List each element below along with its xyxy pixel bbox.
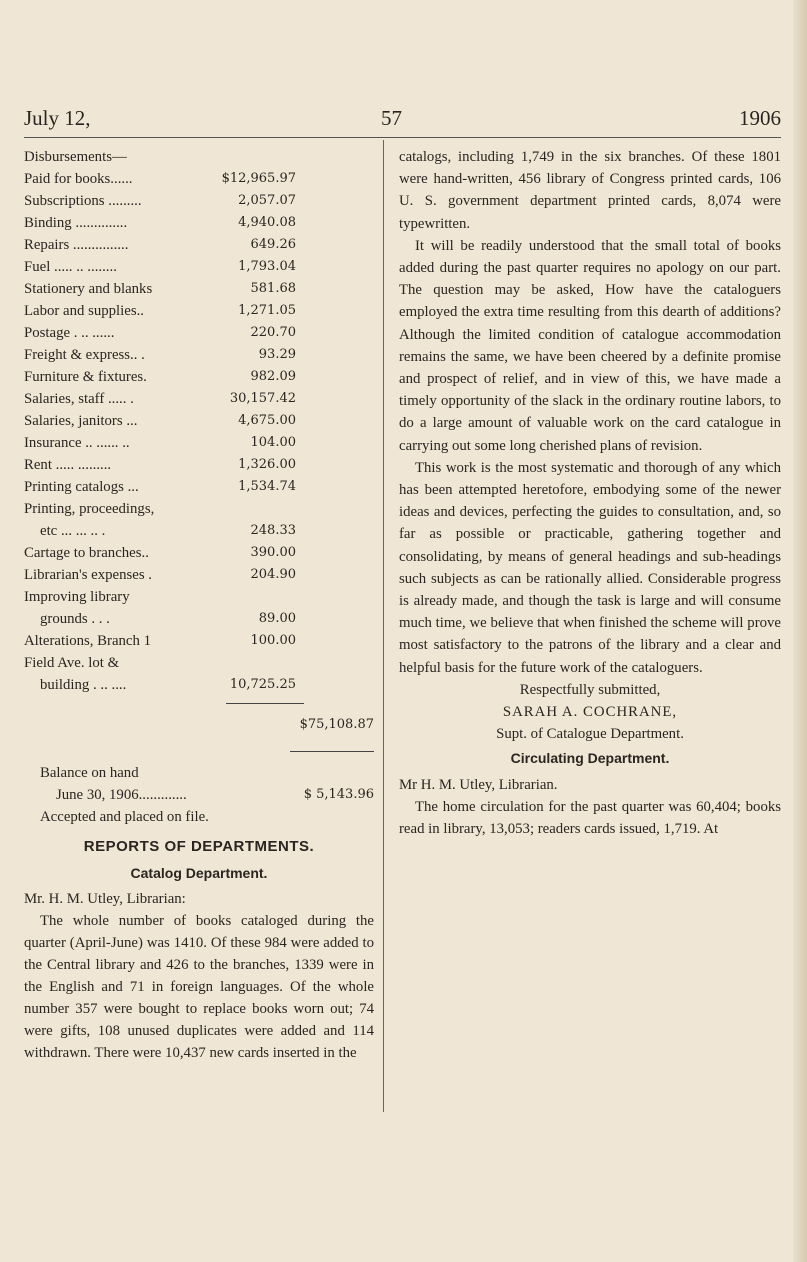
disbursement-label: Stationery and blanks <box>24 281 153 297</box>
disbursement-row <box>24 344 374 366</box>
disbursement-label: Freight & express.. . <box>24 347 145 363</box>
disbursement-amount: 204.90 <box>250 567 296 582</box>
disbursement-amount: 2,057.07 <box>238 193 296 208</box>
column-divider <box>383 140 384 1112</box>
header-rule <box>24 137 781 138</box>
disbursement-label: Labor and supplies.. <box>24 303 144 319</box>
disbursement-row <box>24 586 374 608</box>
disbursement-row <box>24 432 374 454</box>
circulating-salutation: Mr H. M. Utley, Librarian. <box>399 776 558 793</box>
disbursement-amount: 1,271.05 <box>238 303 296 318</box>
balance-rule <box>24 744 374 762</box>
disbursement-row <box>24 300 374 322</box>
disbursement-amount: 93.29 <box>258 347 296 362</box>
balance-line-2: June 30, 1906............. $ 5,143.96 <box>56 787 374 803</box>
circulating-paragraph: The home circulation for the past quarter was 60,404; books read in library, 13,053; readers cards issued, 1,719. At <box>399 798 781 838</box>
disbursement-row <box>24 454 374 476</box>
disbursement-row <box>24 212 374 234</box>
disbursement-amount: 10,725.25 <box>229 677 296 692</box>
disbursement-label: Furniture & fixtures. <box>24 369 147 385</box>
disbursement-amount: 982.09 <box>250 369 296 384</box>
header-year: 1906 <box>739 106 781 130</box>
disbursement-label: Alterations, Branch 1 <box>24 633 151 649</box>
disbursement-label: Improving library <box>24 589 130 605</box>
left-column <box>24 146 374 1064</box>
disbursement-row <box>24 410 374 432</box>
disbursement-amount: 89.00 <box>258 611 296 626</box>
disbursement-label: Postage . .. ...... <box>24 325 115 341</box>
closing: Respectfully submitted, <box>519 681 661 698</box>
catalog-salutation: Mr. H. M. Utley, Librarian: <box>24 891 186 907</box>
disbursement-amount: 1,793.04 <box>238 259 296 274</box>
disbursement-label: etc ... ... .. . <box>40 523 106 539</box>
disbursement-amount: 1,534.74 <box>238 479 296 494</box>
disbursement-row <box>24 652 374 674</box>
reports-heading: REPORTS OF DEPARTMENTS. <box>83 838 315 855</box>
disbursement-label: grounds . . . <box>40 611 110 627</box>
disbursement-label: Printing catalogs ... <box>24 479 139 495</box>
circulating-heading: Circulating Department. <box>510 750 670 767</box>
disbursement-amount: 104.00 <box>250 435 296 450</box>
signature-title: Supt. of Catalogue Department. <box>496 726 684 743</box>
balance-accepted: Accepted and placed on file. <box>40 809 209 825</box>
disbursement-amount: 649.26 <box>250 237 296 252</box>
disbursement-row <box>24 278 374 300</box>
total-rule <box>24 696 374 714</box>
disbursement-row <box>24 168 374 190</box>
disbursement-label: Fuel ..... .. ........ <box>24 259 117 275</box>
disbursement-row <box>24 190 374 212</box>
disbursement-label: Subscriptions ......... <box>24 193 142 209</box>
disbursements-total: $75,108.87 <box>299 717 374 732</box>
header-date: July 12, <box>24 106 91 130</box>
catalog-paragraph-3: This work is the most systematic and thorough of any which has been attempted heretofore, embodying some of the newer ideas and devices, perfecting the guides to consultation, and, so far as possible or practicable, gathering together and consolidating, by means of general headings and sub-headings such subjects as can be rationally allied. Considerable progress is already made, and though the task is large and will consume much time, we believe that when finished the scheme will prove most satisfactory to the patrons of the library and a clear and helpful basis for the future work of the cataloguers. <box>399 459 781 676</box>
disbursement-row <box>24 608 374 630</box>
header-page-number: 57 <box>381 106 402 130</box>
disbursement-label: building . .. .... <box>40 677 127 693</box>
disbursement-label: Salaries, staff ..... . <box>24 391 134 407</box>
catalog-paragraph-1: The whole number of books cataloged during the quarter (April-June) was 1410. Of these 984 were added to the Central library and 426 to the branches, 1339 were in the English and 71 in foreign languages. Of the whole number 357 were bought to replace books worn out; 74 were gifts, 108 unused duplicates were added and 114 withdrawn. There were 10,437 new cards inserted in the <box>24 913 374 1061</box>
disbursement-amount: 581.68 <box>250 281 296 296</box>
right-column <box>399 146 781 840</box>
disbursement-row <box>24 630 374 652</box>
balance-line-1: Balance on hand <box>40 765 139 781</box>
disbursements-title: Disbursements— <box>24 149 127 165</box>
disbursement-label: Librarian's expenses . <box>24 567 152 583</box>
disbursement-amount: 390.00 <box>250 545 296 560</box>
disbursement-row <box>24 366 374 388</box>
disbursement-label: Cartage to branches.. <box>24 545 149 561</box>
disbursement-row <box>24 674 374 696</box>
disbursement-row <box>24 234 374 256</box>
signature: SARAH A. COCHRANE, <box>502 704 678 721</box>
disbursement-row <box>24 322 374 344</box>
disbursement-row <box>24 520 374 542</box>
disbursement-row <box>24 388 374 410</box>
disbursement-row <box>24 542 374 564</box>
disbursement-label: Repairs ............... <box>24 237 129 253</box>
disbursement-amount: 1,326.00 <box>238 457 296 472</box>
disbursement-label: Rent ..... ......... <box>24 457 112 473</box>
disbursement-amount: 4,675.00 <box>238 413 296 428</box>
disbursement-amount: $12,965.97 <box>221 171 296 186</box>
page-header <box>24 106 781 136</box>
disbursement-label: Salaries, janitors ... <box>24 413 138 429</box>
disbursement-amount: 100.00 <box>250 633 296 648</box>
catalog-paragraph-1-cont: catalogs, including 1,749 in the six branches. Of these 1801 were hand-written, 456 library of Congress printed cards, 106 U. S. government department printed cards, 8,074 were typewritten. <box>399 149 781 232</box>
catalog-heading: Catalog Department. <box>130 865 268 881</box>
catalog-paragraph-2: It will be readily understood that the small total of books added during the past quarter requires no apology on our part. The question may be asked, How have the cataloguers employed the extra time resulting from this dearth of additions? Although the limited condition of catalogue accommodation remains the same, we have been cheered by a definite promise and prospect of relief, and in view of this, we have made a timely opportunity of the slack in the ordinary routine labors, to do a large amount of valuable work on the card catalogue in carrying out some long cherished plans of revision. <box>399 237 781 454</box>
disbursement-label: Insurance .. ...... .. <box>24 435 130 451</box>
page-edge <box>793 0 807 1262</box>
disbursement-label: Paid for books...... <box>24 171 133 187</box>
disbursement-amount: 220.70 <box>250 325 296 340</box>
disbursement-amount: 30,157.42 <box>229 391 296 406</box>
disbursement-row <box>24 256 374 278</box>
disbursement-row <box>24 564 374 586</box>
disbursement-amount: 248.33 <box>250 523 296 538</box>
disbursement-row <box>24 498 374 520</box>
disbursement-label: Field Ave. lot & <box>24 655 120 671</box>
disbursement-amount: 4,940.08 <box>238 215 296 230</box>
disbursement-row <box>24 476 374 498</box>
disbursements-list <box>24 168 374 696</box>
disbursement-label: Printing, proceedings, <box>24 501 155 517</box>
disbursement-label: Binding .............. <box>24 215 128 231</box>
